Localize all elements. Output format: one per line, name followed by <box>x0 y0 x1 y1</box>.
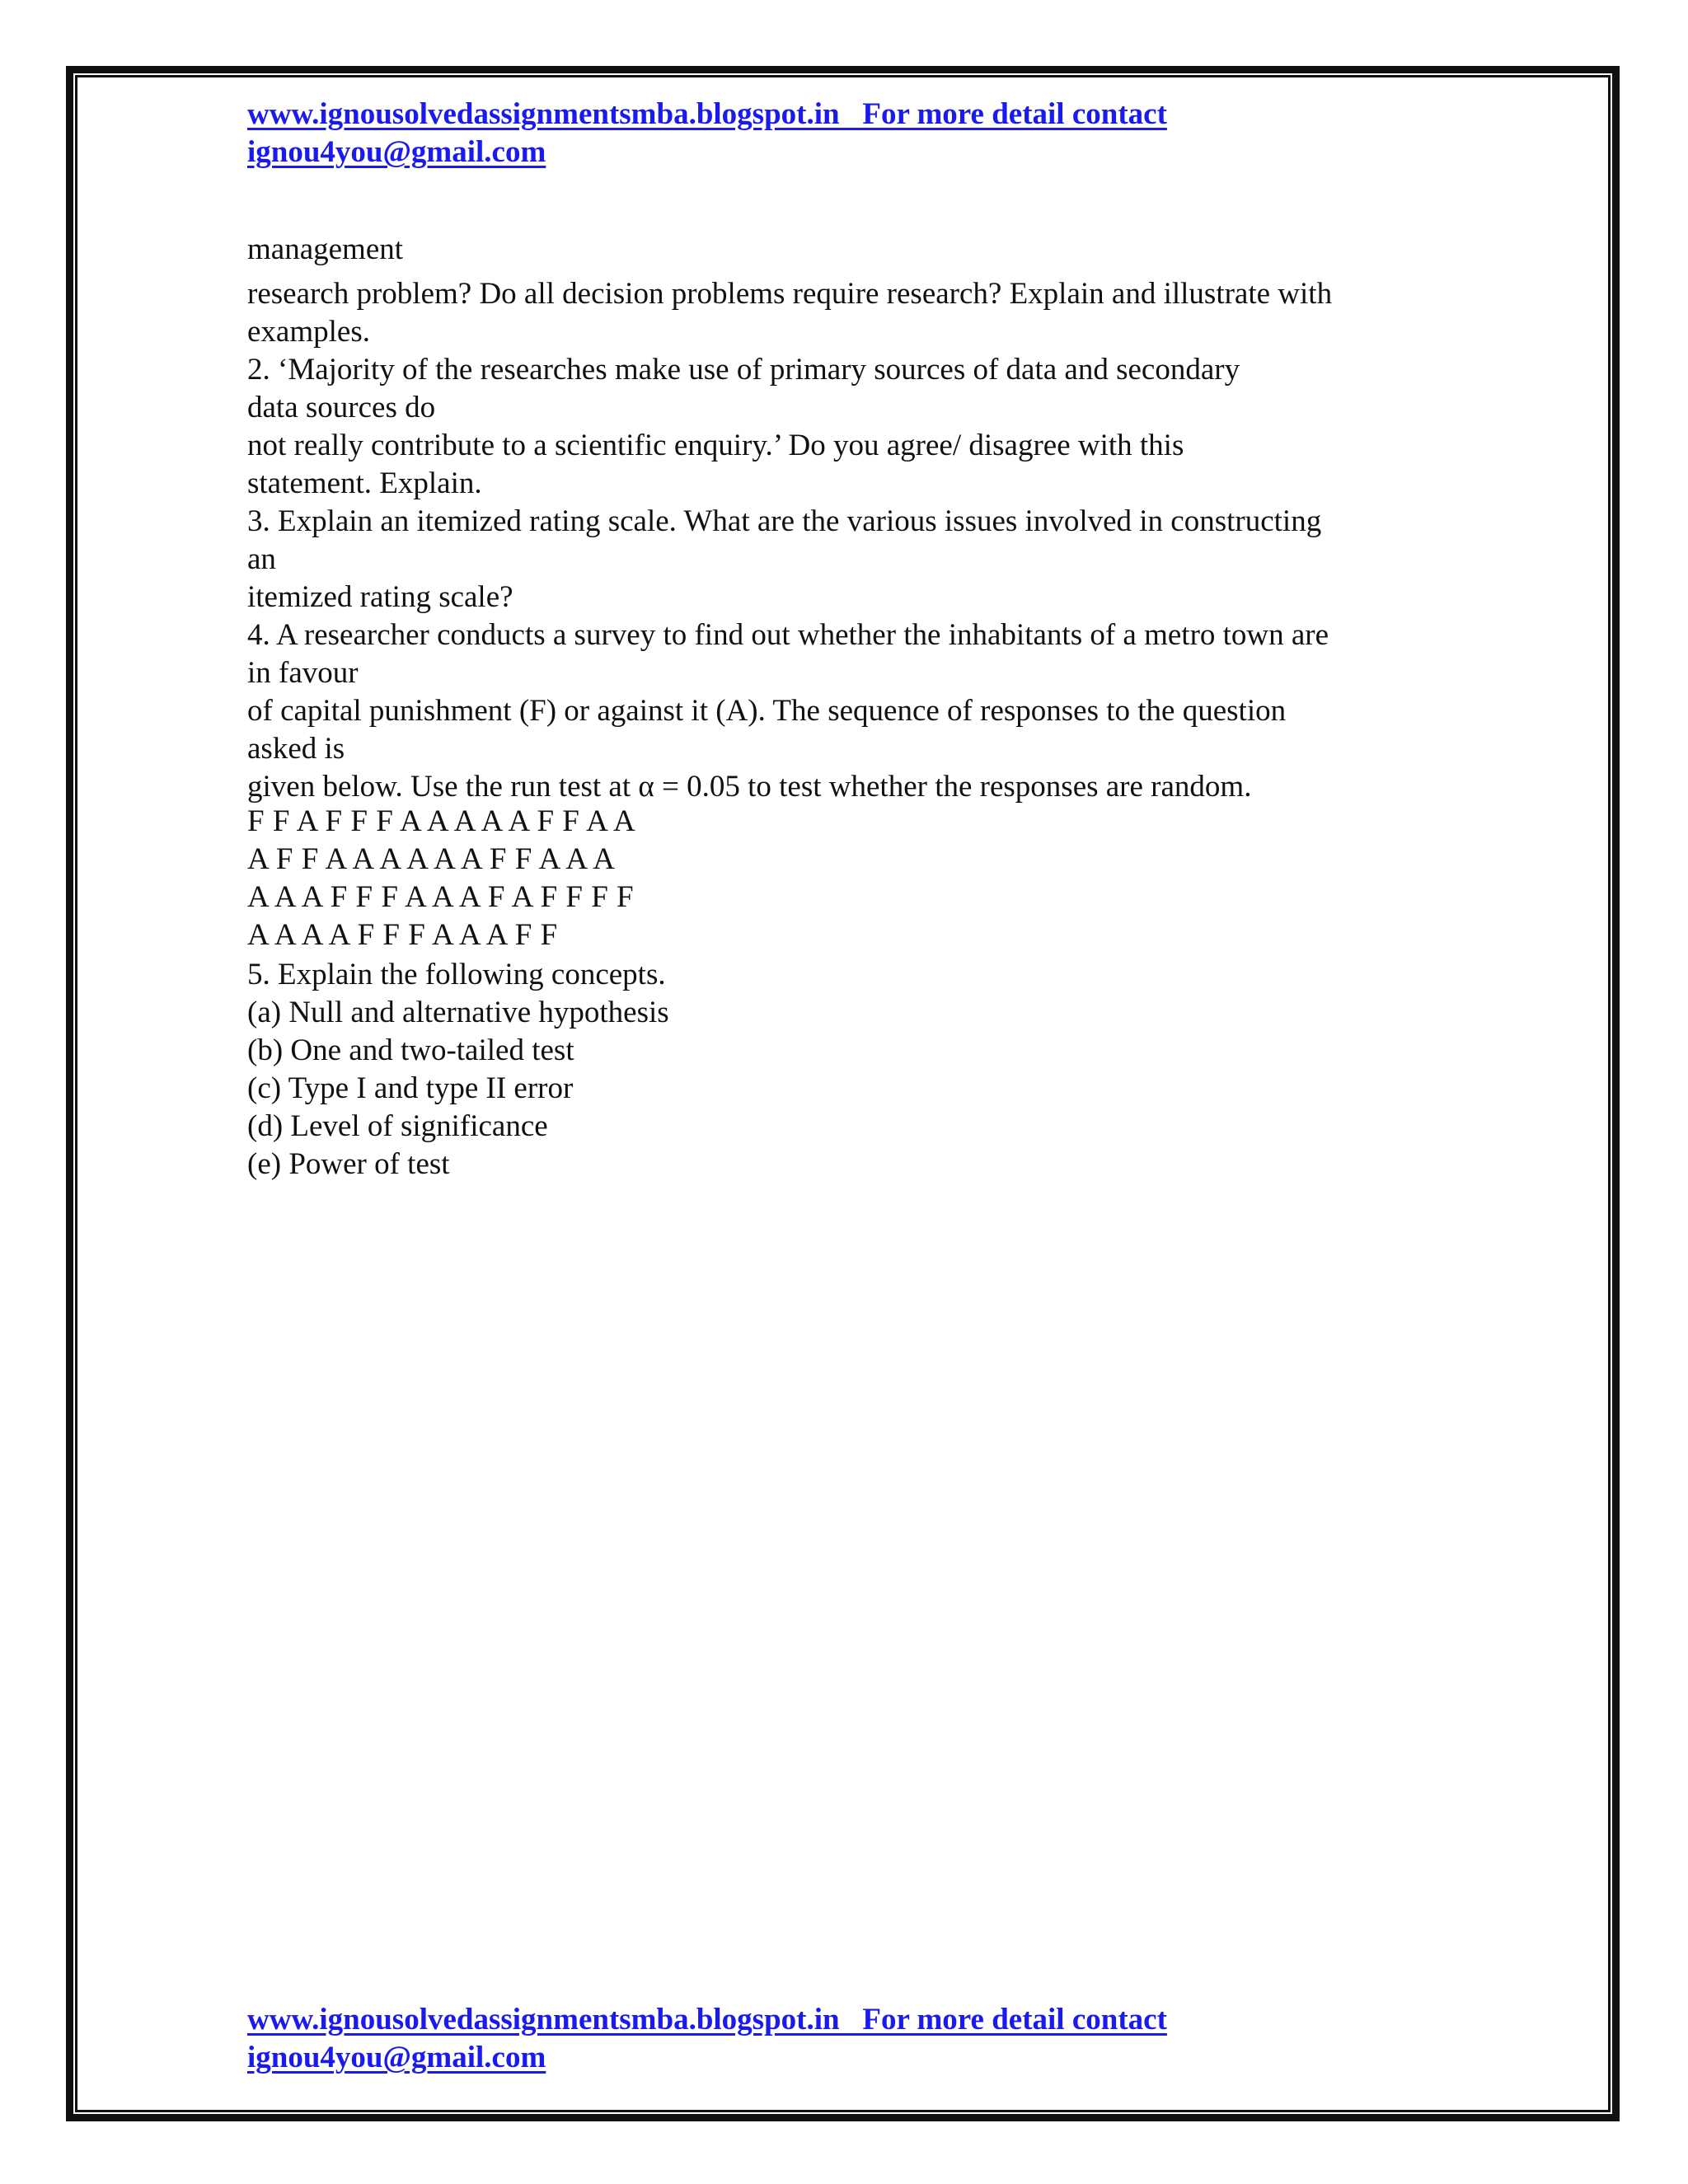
footer-email-link[interactable]: ignou4you@gmail.com <box>247 2041 546 2074</box>
concept-item: (d) Level of significance <box>247 1109 548 1143</box>
concept-item: (b) One and two-tailed test <box>247 1033 574 1067</box>
footer-line-1 <box>247 2001 1442 2039</box>
response-sequence-row: F F A F F F A A A A A F F A A <box>247 804 636 838</box>
concept-item: (c) Type I and type II error <box>247 1071 574 1105</box>
body-text-line: itemized rating scale? <box>247 580 513 614</box>
page-footer <box>247 2001 1442 2077</box>
body-text-line: an <box>247 542 276 576</box>
body-text-line: in favour <box>247 656 359 690</box>
body-text-line: data sources do <box>247 391 436 424</box>
header-line-1 <box>247 96 1442 134</box>
body-text-line: given below. Use the run test at α = 0.05 to test whether the responses are random. <box>247 770 1252 804</box>
response-sequence-row: A F F A A A A A A F F A A A <box>247 842 616 876</box>
question-3-line: 3. Explain an itemized rating scale. What are the various issues involved in constructing <box>247 504 1322 538</box>
body-text-line: research problem? Do all decision problems require research? Explain and illustrate with <box>247 277 1333 311</box>
header-contact-link[interactable]: For more detail contact <box>839 97 1167 131</box>
header-url-link[interactable]: www.ignousolvedassignmentsmba.blogspot.in <box>247 97 840 131</box>
footer-line-2 <box>247 2039 1442 2077</box>
body-text-line: management <box>247 232 404 266</box>
footer-contact-link[interactable]: For more detail contact <box>839 2003 1167 2036</box>
response-sequence-row: A A A A F F F A A A F F <box>247 918 558 952</box>
body-text-line: asked is <box>247 732 345 766</box>
footer-url-link[interactable]: www.ignousolvedassignmentsmba.blogspot.in <box>247 2003 840 2036</box>
header-email-link[interactable]: ignou4you@gmail.com <box>247 135 546 169</box>
question-4-line: 4. A researcher conducts a survey to find out whether the inhabitants of a metro town are <box>247 618 1329 652</box>
header-line-2 <box>247 134 1442 171</box>
concept-item: (a) Null and alternative hypothesis <box>247 996 669 1029</box>
question-5-line: 5. Explain the following concepts. <box>247 958 666 991</box>
body-text-line: of capital punishment (F) or against it (A). The sequence of responses to the question <box>247 694 1287 728</box>
concept-item: (e) Power of test <box>247 1147 450 1181</box>
body-text-line: examples. <box>247 315 370 349</box>
body-text-line: not really contribute to a scientific enquiry.’ Do you agree/ disagree with this <box>247 429 1184 462</box>
document-body <box>247 231 1451 1183</box>
response-sequence-row: A A A F F F A A A F A F F F F <box>247 880 635 914</box>
body-text-line: statement. Explain. <box>247 466 482 500</box>
question-2-line: 2. ‘Majority of the researches make use of primary sources of data and secondary <box>247 353 1240 387</box>
page-header <box>247 96 1442 171</box>
